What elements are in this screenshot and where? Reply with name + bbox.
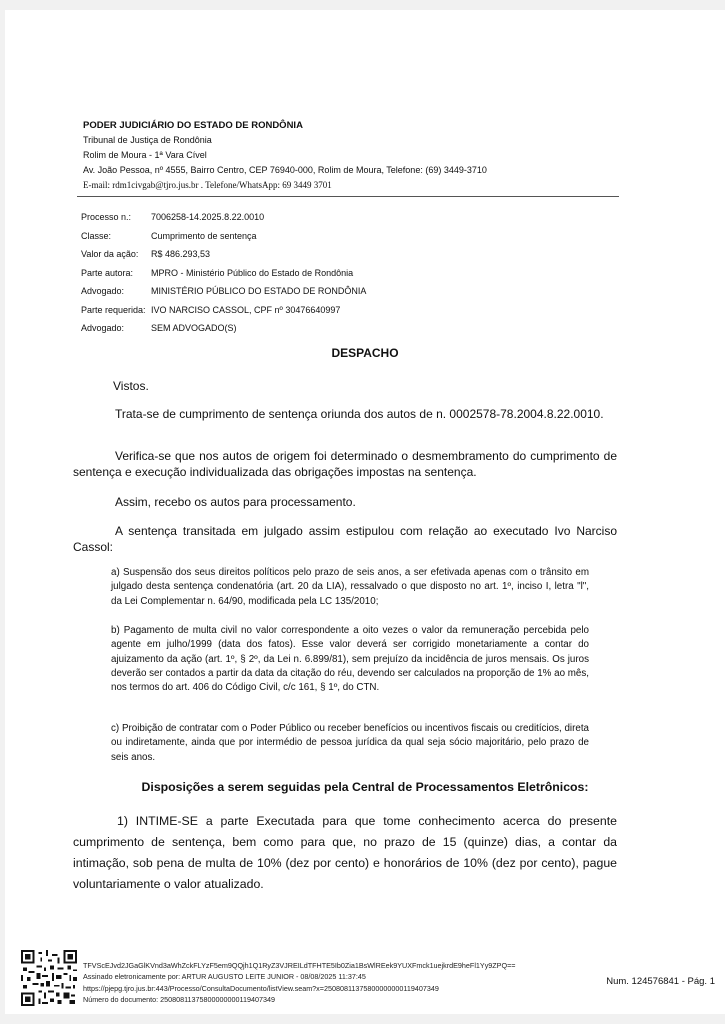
detail-label: Valor da ação:	[81, 249, 139, 260]
paragraph-4: A sentença transitada em julgado assim estipulou com relação ao executado Ivo Narciso Cassol:	[73, 524, 617, 554]
section-subtitle: Disposições a serem seguidas pela Central de Processamentos Eletrônicos:	[141, 780, 589, 794]
header-divider	[77, 196, 619, 197]
detail-value: SEM ADVOGADO(S)	[151, 323, 237, 334]
case-detail-row	[81, 282, 366, 301]
paragraph-2: Verifica-se que nos autos de origem foi determinado o desmembramento do cumprimento de sentença e execução individualizada das obrigações impostas na sentença.	[73, 449, 617, 479]
page-number: Num. 124576841 - Pág. 1	[606, 976, 715, 987]
signature-line: Assinado eletronicamente por: ARTUR AUGUSTO LEITE JUNIOR - 08/08/2025 11:37:45	[83, 972, 366, 982]
quote-item-c: c) Proibição de contratar com o Poder Público ou receber benefícios ou incentivos fiscais ou creditícios, direta ou indiretamente, ainda que por intermédio de pessoa jurídica da qual seja sócio majoritário, pelo prazo de seis anos.	[111, 723, 589, 763]
signature-footer	[83, 960, 515, 1005]
detail-label: Advogado:	[81, 286, 125, 297]
paragraph-1: Trata-se de cumprimento de sentença oriunda dos autos de n. 0002578-78.2004.8.22.0010.	[115, 407, 604, 421]
paragraph-vistos: Vistos.	[113, 379, 149, 393]
quote-item-b: b) Pagamento de multa civil no valor correspondente a oito vezes o valor da remuneração percebida pelo agente em julho/1999 (data dos fatos). Esse valor deverá ser corrigido monetariamente a contar do ajuizamento da ação (art. 1º, § 2º, da Lei n. 6.899/81), sem prejuízo da incidência de juros mensais. Os juros deverão ser contados a partir da data da citação do réu, devendo ser calculados na proporção de 1% ao mês, nos termos do art. 406 do Código Civil, c/c 161, § 1º, do CTN.	[111, 625, 589, 694]
document-number: Número do documento: 25080811375800000000119407349	[83, 994, 275, 1004]
detail-value: Cumprimento de sentença	[151, 230, 257, 241]
qr-code-icon	[21, 950, 77, 1006]
document-title: DESPACHO	[331, 346, 399, 360]
court-name: PODER JUDICIÁRIO DO ESTADO DE RONDÔNIA	[83, 120, 303, 131]
detail-value: MPRO - Ministério Público do Estado de Rondônia	[151, 267, 354, 278]
detail-value: IVO NARCISO CASSOL, CPF nº 30476640997	[151, 304, 341, 315]
detail-label: Classe:	[81, 230, 112, 241]
document-hash: TFVScEJvd2JGaGlKVnd3aWhZckFLYzF5em9QQjh1Q1RyZ3VJREILdTFHTE5Ib0Zia1BsWlREek9YUXFmck1uejkrdE9heFl1Yy9ZPQ==	[83, 961, 516, 970]
case-detail-row	[81, 301, 366, 320]
case-detail-row	[81, 319, 366, 338]
paragraph-3: Assim, recebo os autos para processamento.	[115, 495, 356, 509]
court-address: Av. João Pessoa, nº 4555, Bairro Centro, CEP 76940-000, Rolim de Moura, Telefone: (69) 3449-3710	[83, 165, 487, 175]
detail-value: 7006258-14.2025.8.22.0010	[151, 212, 265, 223]
case-detail-row	[81, 245, 366, 264]
paragraph-5: 1) INTIME-SE a parte Executada para que tome conhecimento acerca do presente cumprimento de sentença, bem como para que, no prazo de 15 (quinze) dias, a contar da intimação, sob pena de multa de 10% (dez por cento) e honorários de 10% (dez por cento), pague voluntariamente o valor atualizado.	[73, 814, 617, 891]
document-page	[5, 10, 725, 1014]
letterhead	[83, 118, 487, 193]
detail-value: MINISTÉRIO PÚBLICO DO ESTADO DE RONDÔNIA	[151, 286, 367, 297]
document-url-link[interactable]: https://pjepg.tjro.jus.br:443/Processo/ConsultaDocumento/listView.seam?x=25080811375800000000119407349	[83, 983, 439, 993]
detail-label: Parte autora:	[81, 267, 134, 278]
tribunal-name: Tribunal de Justiça de Rondônia	[83, 135, 212, 145]
detail-label: Advogado:	[81, 323, 125, 334]
case-details	[81, 208, 366, 338]
case-detail-row	[81, 227, 366, 246]
vara-name: Rolim de Moura - 1ª Vara Cível	[83, 150, 207, 160]
case-detail-row	[81, 264, 366, 283]
court-contact: E-mail: rdm1civgab@tjro.jus.br . Telefone/WhatsApp: 69 3449 3701	[83, 180, 332, 190]
quote-item-a: a) Suspensão dos seus direitos políticos pelo prazo de seis anos, a ser efetivada apenas com o trânsito em julgado desta sentença condenatória (art. 20 da LIA), ressalvado o que disposto no art. 1º, inciso I, letra "l", da Lei Complementar n. 64/90, modificada pela LC 135/2010;	[111, 567, 589, 607]
detail-label: Parte requerida:	[81, 304, 146, 315]
detail-label: Processo n.:	[81, 212, 132, 223]
detail-value: R$ 486.293,53	[151, 249, 211, 260]
case-detail-row	[81, 208, 366, 227]
